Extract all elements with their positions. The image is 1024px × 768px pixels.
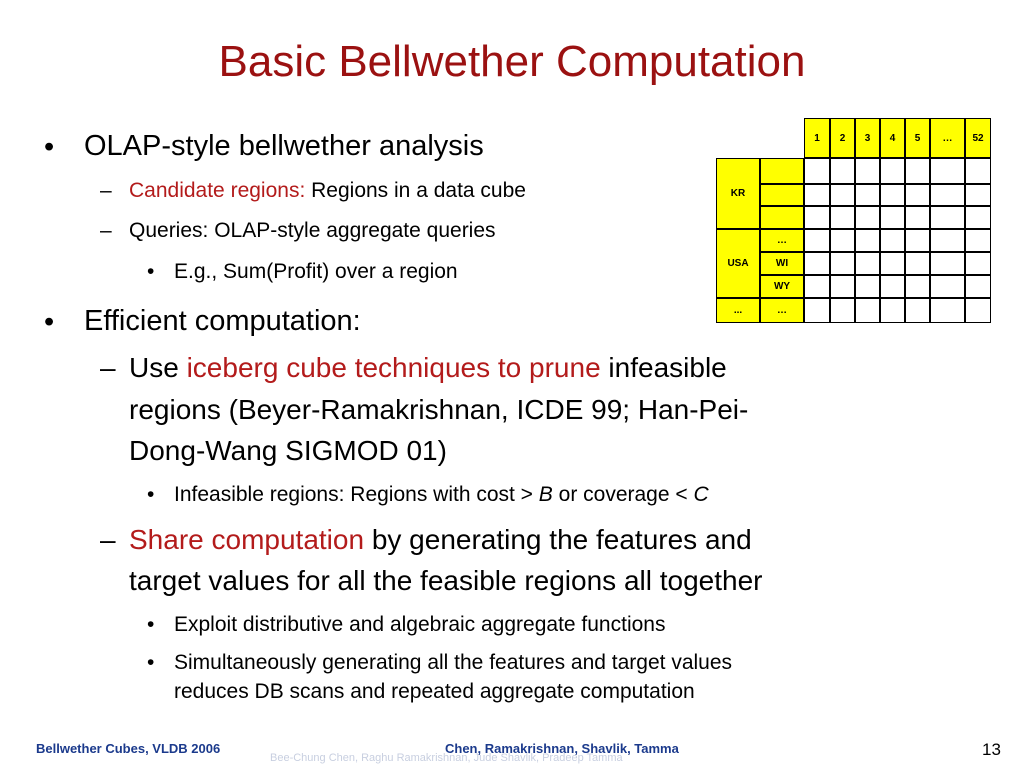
grid-cell [930, 184, 965, 206]
grid-cell [804, 206, 830, 229]
grid-cell [804, 158, 830, 184]
sub-bullet-queries: Queries: OLAP-style aggregate queries [129, 219, 496, 242]
grid-cell [880, 158, 905, 184]
sub-sub-bullet-exploit: Exploit distributive and algebraic aggregate functions [174, 613, 666, 636]
grid-sub-row: … [760, 298, 804, 323]
grid-cell [855, 158, 880, 184]
grid-cell [855, 252, 880, 275]
cost-variable: B [538, 483, 553, 506]
coverage-variable: C [693, 483, 709, 506]
grid-cell [930, 229, 965, 252]
dash-marker: – [100, 352, 116, 383]
sub-bullet-iceberg-line3: Dong-Wang SIGMOD 01) [129, 435, 447, 466]
candidate-regions-text: Regions in a data cube [305, 179, 526, 202]
grid-row-group-more: ... [716, 298, 760, 323]
grid-cell [804, 252, 830, 275]
grid-cell [830, 275, 855, 298]
infeasible-pre: Infeasible regions: Regions with cost > [174, 483, 539, 506]
sub-bullet-share-line2: target values for all the feasible regions all together [129, 565, 763, 596]
grid-cell [830, 229, 855, 252]
grid-cell [905, 206, 930, 229]
grid-sub-row [760, 206, 804, 229]
grid-cell [905, 184, 930, 206]
grid-cell [965, 158, 991, 184]
grid-cell [880, 184, 905, 206]
grid-cell [830, 158, 855, 184]
grid-column-header-line: 5 [972, 132, 978, 144]
grid-cell [880, 206, 905, 229]
grid-sub-row [760, 158, 804, 184]
grid-cell [930, 298, 965, 323]
sub-sub-bullet-example: E.g., Sum(Profit) over a region [174, 260, 458, 283]
grid-cell [880, 298, 905, 323]
grid-cell [880, 229, 905, 252]
grid-column-header: 5 [905, 118, 930, 158]
bullet-efficient-computation: Efficient computation: [84, 305, 361, 337]
grid-column-header: 1 [804, 118, 830, 158]
candidate-regions-label: Candidate regions: [129, 179, 306, 202]
grid-sub-row: WY [760, 275, 804, 298]
dash-marker: – [100, 219, 112, 242]
grid-cell [905, 298, 930, 323]
grid-cell [830, 184, 855, 206]
grid-cell [855, 229, 880, 252]
sub-bullet-iceberg-line1 [129, 352, 727, 384]
data-cube-grid [716, 118, 991, 323]
infeasible-mid: or coverage < [552, 483, 694, 506]
grid-cell [855, 298, 880, 323]
grid-cell [880, 252, 905, 275]
grid-cell [905, 158, 930, 184]
grid-column-header: 3 [855, 118, 880, 158]
grid-column-header: 4 [880, 118, 905, 158]
grid-cell [804, 229, 830, 252]
grid-cell [804, 298, 830, 323]
grid-cell [930, 206, 965, 229]
sub-bullet-share-line1 [129, 524, 752, 556]
grid-cell [965, 206, 991, 229]
grid-column-header: 2 [830, 118, 855, 158]
footer-watermark: Bee-Chung Chen, Raghu Ramakrishnan, Jude Shavlik, Pradeep Tamma [270, 752, 623, 764]
bullet-marker: • [147, 651, 155, 674]
grid-cell [830, 206, 855, 229]
grid-cell [930, 158, 965, 184]
footer-center: Chen, Ramakrishnan, Shavlik, Tamma [445, 741, 679, 756]
grid-sub-row [760, 184, 804, 206]
dash-marker: – [100, 524, 116, 555]
grid-cell [965, 184, 991, 206]
sub-bullet-candidate-regions [129, 179, 526, 203]
bullet-marker: • [44, 131, 55, 163]
grid-cell [965, 229, 991, 252]
grid-cell [804, 184, 830, 206]
sub-bullet-iceberg-line2: regions (Beyer-Ramakrishnan, ICDE 99; Han-Pei- [129, 394, 749, 425]
sub-sub-bullet-infeasible [174, 483, 709, 507]
grid-cell [830, 252, 855, 275]
grid-cell [965, 252, 991, 275]
bullet-marker: • [44, 306, 55, 338]
grid-cell [930, 275, 965, 298]
grid-column-header [965, 118, 991, 158]
grid-column-header-line: 2 [978, 132, 984, 144]
bullet-marker: • [147, 613, 155, 636]
slide-number: 13 [982, 740, 1001, 759]
grid-cell [804, 275, 830, 298]
grid-cell [905, 229, 930, 252]
sub-sub-bullet-simultaneous-line1: Simultaneously generating all the features and target values [174, 651, 733, 674]
grid-column-header: … [930, 118, 965, 158]
bullet-marker: • [147, 483, 155, 506]
iceberg-highlight: iceberg cube techniques to prune [186, 352, 601, 383]
grid-cell [905, 252, 930, 275]
sub-sub-bullet-simultaneous-line2: reduces DB scans and repeated aggregate computation [174, 680, 695, 703]
grid-cell [855, 206, 880, 229]
bullet-marker: • [147, 260, 155, 283]
grid-cell [905, 275, 930, 298]
dash-marker: – [100, 179, 112, 202]
infeasible-text: infeasible [600, 352, 727, 383]
share-text: by generating the features and [364, 524, 752, 555]
bullet-olap-analysis: OLAP-style bellwether analysis [84, 130, 484, 162]
grid-sub-row: … [760, 229, 804, 252]
footer-left: Bellwether Cubes, VLDB 2006 [36, 741, 221, 756]
slide-title: Basic Bellwether Computation [218, 37, 806, 86]
grid-row-group-usa: USA [716, 229, 760, 298]
use-text: Use [129, 352, 187, 383]
grid-row-group-kr: KR [716, 158, 760, 229]
grid-cell [930, 252, 965, 275]
grid-cell [880, 275, 905, 298]
grid-cell [855, 184, 880, 206]
grid-cell [830, 298, 855, 323]
grid-cell [965, 298, 991, 323]
grid-sub-row: WI [760, 252, 804, 275]
grid-cell [855, 275, 880, 298]
grid-cell [965, 275, 991, 298]
share-computation-highlight: Share computation [129, 524, 365, 555]
